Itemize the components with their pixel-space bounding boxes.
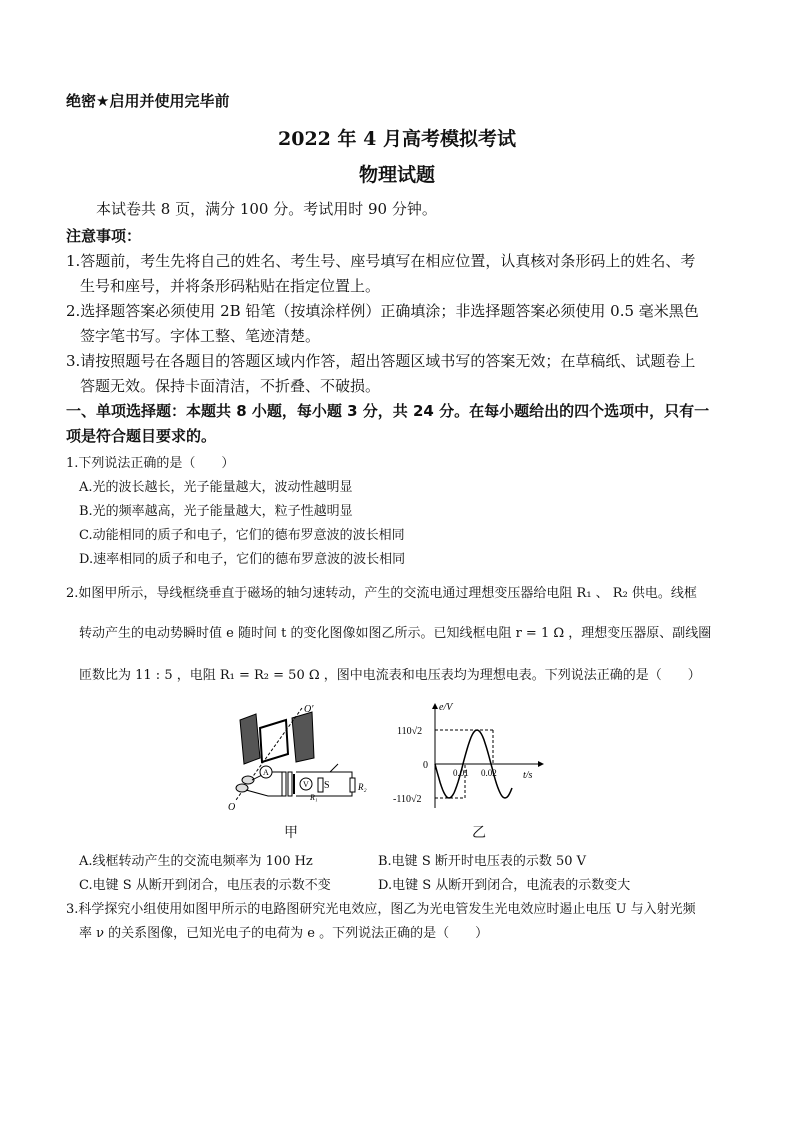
figure-left-caption: 甲 bbox=[284, 825, 298, 841]
coil-frame bbox=[260, 720, 288, 762]
confidential-mark: 绝密★启用并使用完毕前 bbox=[66, 92, 230, 110]
y-tick-max: 110√2 bbox=[397, 726, 423, 737]
magnet-north-icon bbox=[240, 714, 260, 764]
x-tick-001: 0.01 bbox=[453, 768, 469, 778]
note-1-line-1: 1.答题前，考生先将自己的姓名、考生号、座号填写在相应位置，认真核对条形码上的姓名、考 bbox=[66, 252, 696, 270]
x-tick-002: 0.02 bbox=[481, 768, 497, 778]
note-3-line-1: 3.请按照题号在各题目的答题区域内作答，超出答题区域书写的答案无效；在草稿纸、试题卷上 bbox=[66, 352, 696, 370]
question-2-option-d: D.电键 S 从断开到闭合，电流表的示数变大 bbox=[378, 878, 631, 893]
question-3-line-1: 3.科学探究小组使用如图甲所示的电路图研究光电效应，图乙为光电管发生光电效应时遏止电压 U 与入射光频 bbox=[66, 902, 696, 917]
switch-icon bbox=[330, 764, 338, 772]
question-2-line-1: 2.如图甲所示，导线框绕垂直于磁场的轴匀速转动，产生的交流电通过理想变压器给电阻 R₁ 、 R₂ 供电。线框 bbox=[66, 586, 697, 601]
emf-time-chart bbox=[393, 700, 553, 815]
question-1-option-b: B.光的频率越高，光子能量越大，粒子性越明显 bbox=[79, 504, 353, 519]
question-1-option-d: D.速率相同的质子和电子，它们的德布罗意波的波长相同 bbox=[79, 552, 406, 567]
switch-label: S bbox=[324, 780, 330, 791]
question-1-stem: 1.下列说法正确的是（ ） bbox=[66, 456, 235, 471]
section-1-heading-line-1: 一、单项选择题：本题共 8 小题，每小题 3 分，共 24 分。在每小题给出的四个选项中，只有一 bbox=[66, 402, 710, 420]
y-axis-label: e/V bbox=[439, 702, 453, 713]
note-2-line-1: 2.选择题答案必须使用 2B 铅笔（按填涂样例）正确填涂；非选择题答案必须使用 0.5 毫米黑色 bbox=[66, 302, 699, 320]
resistor-r1 bbox=[318, 778, 323, 792]
question-2-option-c: C.电键 S 从断开到闭合，电压表的示数不变 bbox=[79, 878, 331, 893]
x-axis-label: t/s bbox=[523, 770, 533, 781]
figure-right-caption: 乙 bbox=[472, 825, 486, 841]
section-1-heading-line-2: 项是符合题目要求的。 bbox=[66, 427, 217, 445]
generator-circuit-figure bbox=[222, 700, 372, 815]
note-2-line-2: 签字笔书写。字体工整、笔迹清楚。 bbox=[80, 327, 321, 345]
question-2-option-a: A.线框转动产生的交流电频率为 100 Hz bbox=[79, 854, 313, 869]
y-tick-zero: 0 bbox=[423, 760, 428, 771]
resistor-r2 bbox=[350, 778, 355, 792]
magnet-south-icon bbox=[292, 712, 314, 762]
voltmeter-label: V bbox=[303, 780, 309, 789]
question-2-line-2: 转动产生的电动势瞬时值 e 随时间 t 的变化图像如图乙所示。已知线框电阻 r = 1 Ω ，理想变压器原、副线圈 bbox=[79, 626, 712, 641]
ammeter-label: A bbox=[263, 768, 269, 777]
axis-top-label: O′ bbox=[304, 704, 314, 715]
question-1-option-a: A.光的波长越长，光子能量越大，波动性越明显 bbox=[79, 480, 353, 495]
slip-ring bbox=[236, 784, 248, 792]
axis-bottom-label: O bbox=[228, 802, 236, 813]
question-2-line-3: 匝数比为 11 : 5 ，电阻 R₁ = R₂ = 50 Ω ，图中电流表和电压表均为理想电表。下列说法正确的是（ ） bbox=[79, 668, 701, 683]
notes-heading: 注意事项： bbox=[66, 227, 142, 245]
exam-title: 2022 年 4 月高考模拟考试 bbox=[278, 128, 516, 150]
subject-title: 物理试题 bbox=[358, 164, 435, 186]
note-3-line-2: 答题无效。保持卡面清洁，不折叠、不破损。 bbox=[80, 377, 381, 395]
exam-info: 本试卷共 8 页，满分 100 分。考试用时 90 分钟。 bbox=[96, 200, 437, 218]
r2-label: R₂ bbox=[358, 782, 367, 792]
y-tick-min: -110√2 bbox=[393, 794, 422, 805]
note-1-line-2: 生号和座号，并将条形码粘贴在指定位置上。 bbox=[80, 277, 381, 295]
question-3-line-2: 率 ν 的关系图像，已知光电子的电荷为 e 。下列说法正确的是（ ） bbox=[79, 926, 489, 941]
question-1-option-c: C.动能相同的质子和电子，它们的德布罗意波的波长相同 bbox=[79, 528, 405, 543]
question-2-option-b: B.电键 S 断开时电压表的示数 50 V bbox=[378, 854, 587, 869]
r1-label: R₁ bbox=[310, 793, 318, 802]
